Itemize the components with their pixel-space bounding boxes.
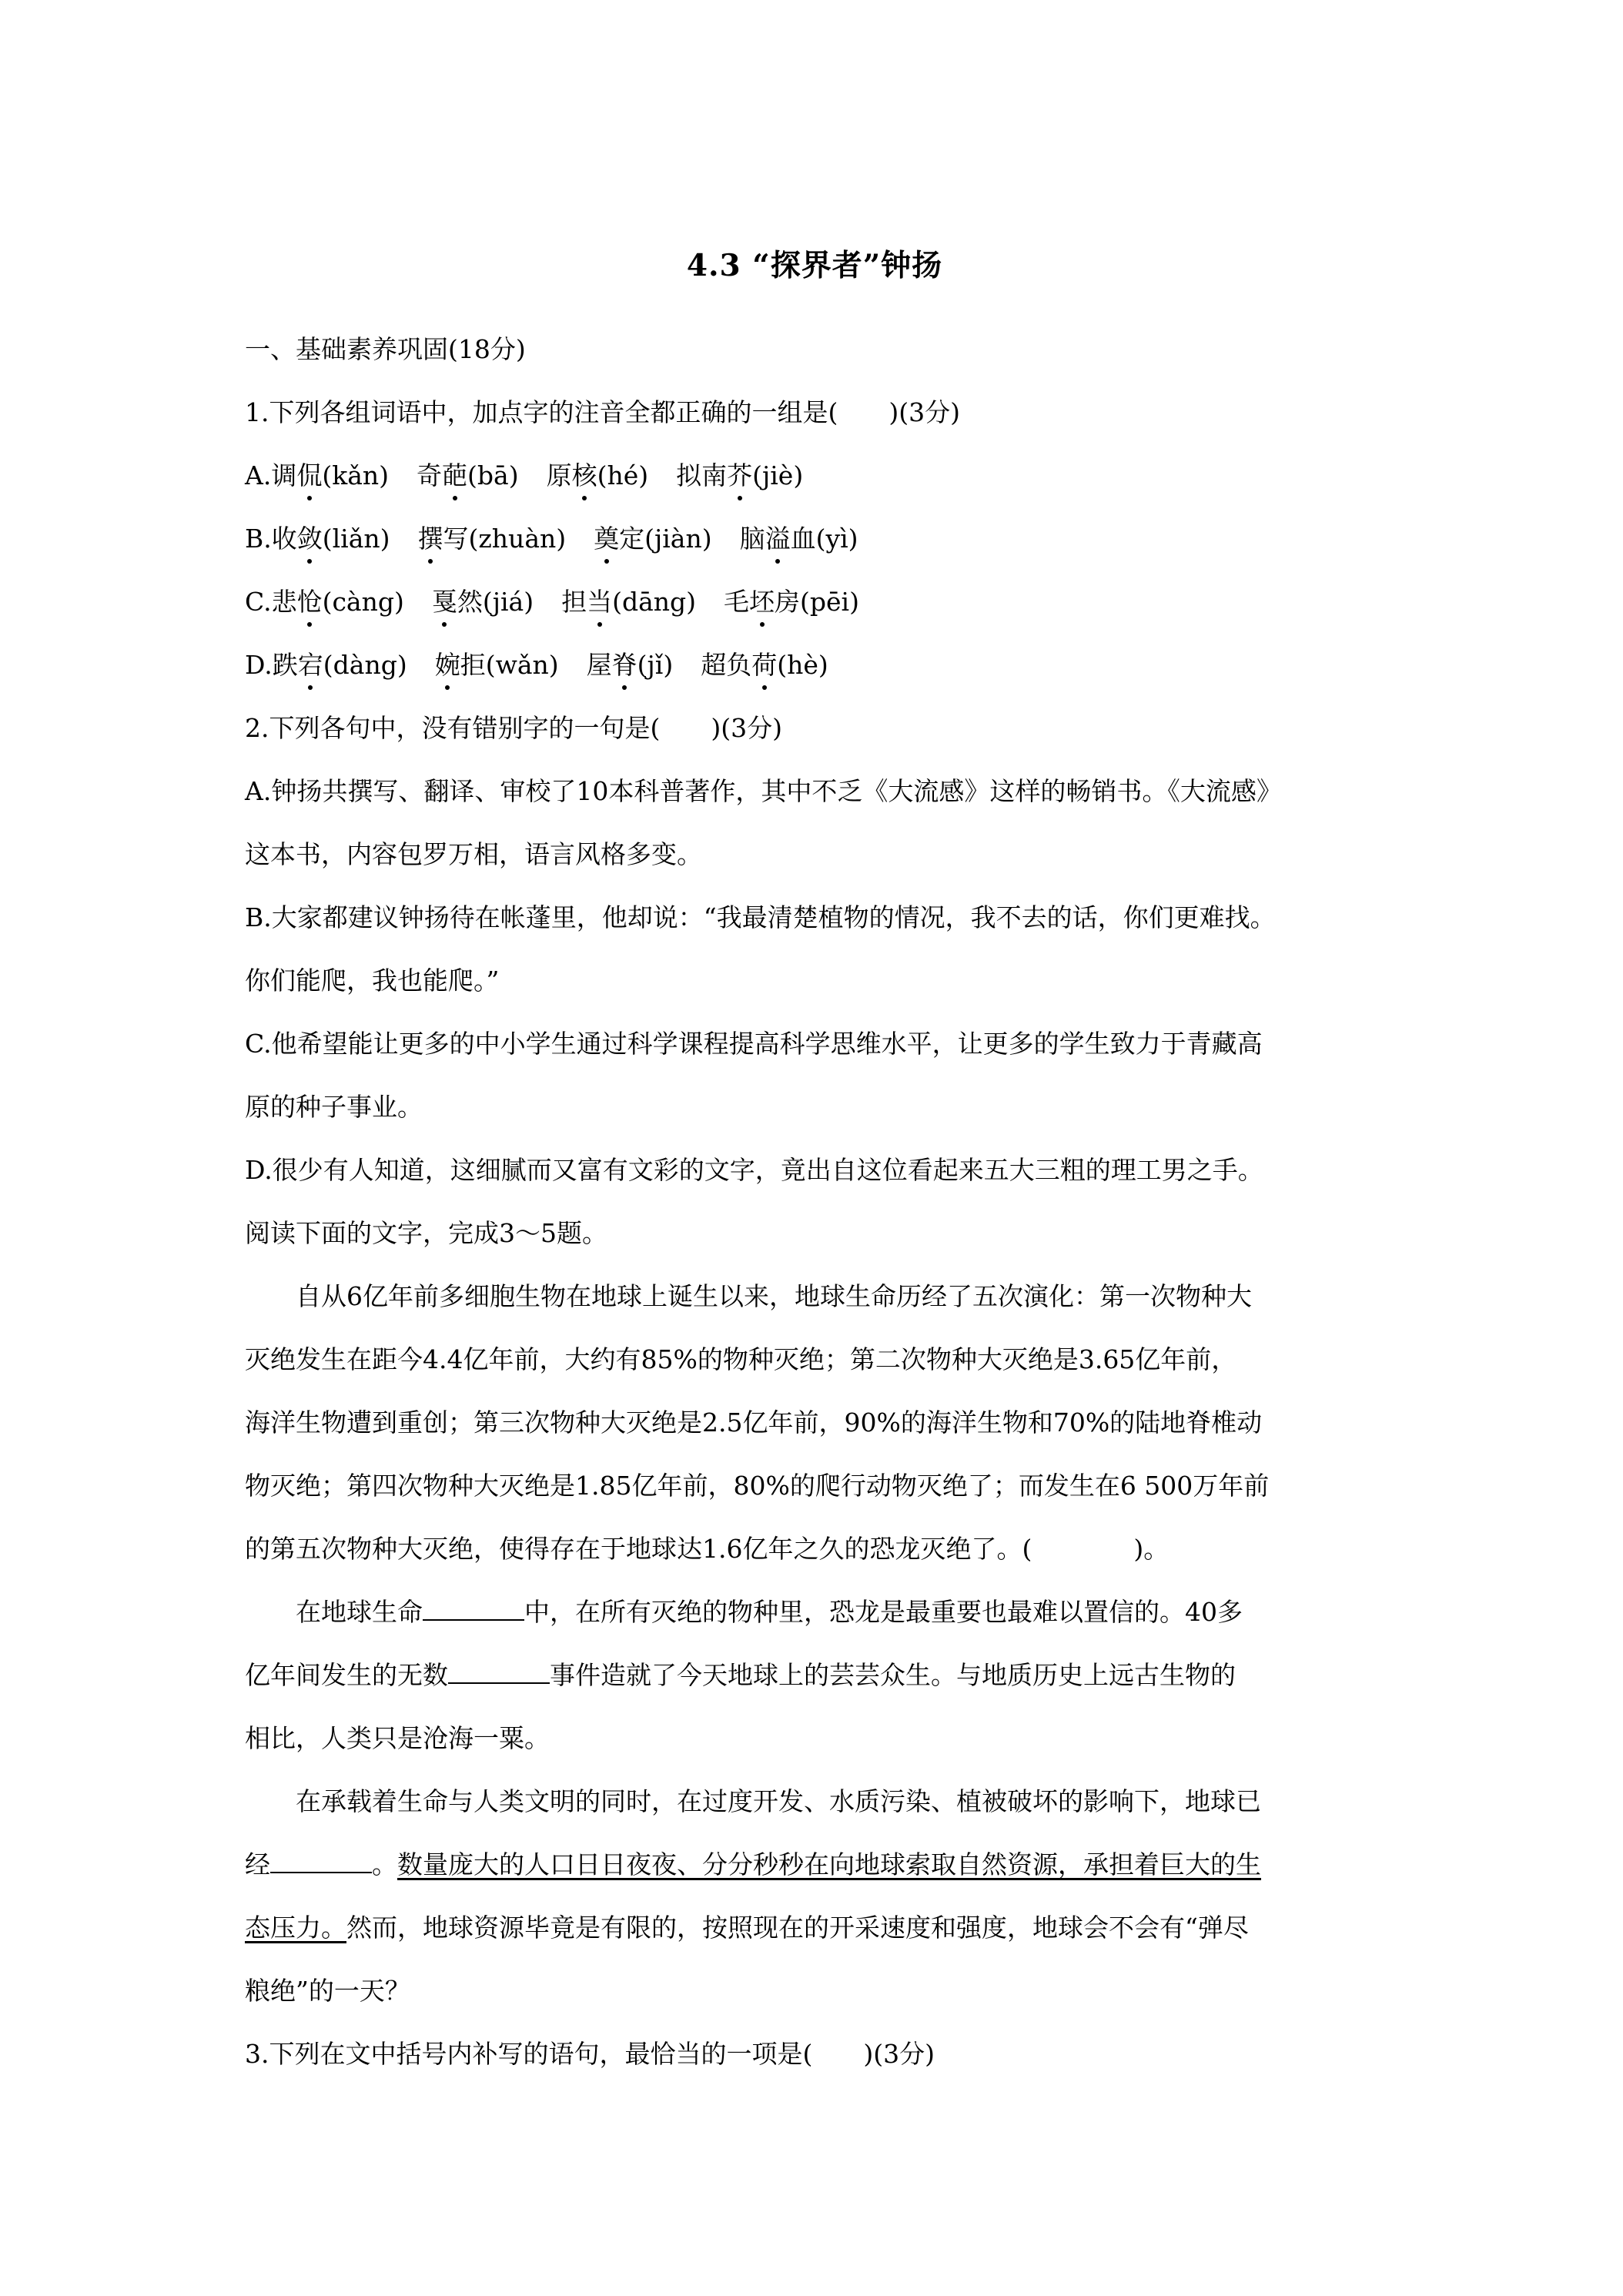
passage-paragraph-1 [245,1278,1384,1568]
question-1-option-b: B.收敛(liǎn) 撰写(zhuàn) 奠定(jiàn) 脑溢血(yì) [245,520,1384,557]
passage-line: 相比，人类只是沧海一粟。 [245,1723,550,1753]
fill-blank [448,1659,550,1684]
dotted-char: 宕 [298,647,323,684]
question-1-option-d: D.跌宕(dàng) 婉拒(wǎn) 屋脊(jǐ) 超负荷(hè) [245,647,1384,684]
passage-line: 粮绝”的一天？ [245,1976,410,2006]
question-2-option-c-line-1: C.他希望能让更多的中小学生通过科学课程提高科学思维水平，让更多的学生致力于青藏高 [245,1029,1263,1059]
dotted-char: 奠 [594,520,619,557]
dotted-char: 脊 [612,647,637,684]
question-1-stem: 1.下列各组词语中，加点字的注音全都正确的一组是( )(3分) [245,397,960,427]
dotted-char: 侃 [296,457,322,494]
question-3-stem: 3.下列在文中括号内补写的语句，最恰当的一项是( )(3分) [245,2039,935,2069]
dotted-char: 撰 [418,520,443,557]
dotted-char: 当 [587,584,612,621]
fill-blank [423,1596,524,1621]
dotted-char: 坯 [749,584,775,621]
passage-line: 的第五次物种大灭绝，使得存在于地球达1.6亿年之久的恐龙灭绝了。( )。 [245,1534,1170,1564]
question-2-option-d: D.很少有人知道，这细腻而又富有文彩的文字，竟出自这位看起来五大三粗的理工男之手。 [245,1155,1263,1185]
underlined-sentence: 态压力。 [245,1913,346,1943]
document-page [245,245,1384,2099]
dotted-char: 戛 [432,584,457,621]
underlined-sentence: 数量庞大的人口日日夜夜、分分秒秒在向地球索取自然资源，承担着巨大的生 [397,1849,1261,1879]
passage-line: 灭绝发生在距今4.4亿年前，大约有85%的物种灭绝；第二次物种大灭绝是3.65亿年前， [245,1344,1237,1374]
reading-intro: 阅读下面的文字，完成3～5题。 [245,1218,607,1248]
passage-line: 态压力。然而，地球资源毕竟是有限的，按照现在的开采速度和强度，地球会不会有“弹尽 [245,1913,1249,1943]
dotted-char: 葩 [442,457,467,494]
dotted-char: 核 [572,457,597,494]
question-1-option-c: C.悲怆(càng) 戛然(jiá) 担当(dāng) 毛坯房(pēi) [245,584,1384,621]
question-2-option-b-line-2: 你们能爬，我也能爬。” [245,966,500,996]
dotted-char: 婉 [435,647,460,684]
passage-paragraph-3 [245,1783,1384,2010]
question-2-option-b-line-1: B.大家都建议钟扬待在帐蓬里，他却说：“我最清楚植物的情况，我不去的话，你们更难找。 [245,902,1276,932]
question-2-option-c-line-2: 原的种子事业。 [245,1092,423,1122]
passage-line: 自从6亿年前多细胞生物在地球上诞生以来，地球生命历经了五次演化：第一次物种大 [296,1281,1252,1311]
dotted-char: 怆 [297,584,323,621]
page-title: 4.3 “探界者”钟扬 [686,248,943,283]
fill-blank [270,1849,372,1873]
passage-line: 在地球生命 中，在所有灭绝的物种里，恐龙是最重要也最难以置信的。40多 [296,1597,1243,1627]
section-heading: 一、基础素养巩固(18分) [245,334,526,364]
question-2-option-a-line-2: 这本书，内容包罗万相，语言风格多变。 [245,839,702,869]
passage-paragraph-2 [245,1594,1384,1757]
question-2-stem: 2.下列各句中，没有错别字的一句是( )(3分) [245,713,782,743]
dotted-char: 荷 [751,647,777,684]
passage-line: 物灭绝；第四次物种大灭绝是1.85亿年前，80%的爬行动物灭绝了；而发生在6 500万年前 [245,1471,1270,1501]
dotted-char: 溢 [765,520,791,557]
dotted-char: 芥 [727,457,752,494]
passage-line: 在承载着生命与人类文明的同时，在过度开发、水质污染、植被破坏的影响下，地球已 [296,1786,1261,1816]
dotted-char: 敛 [297,520,323,557]
passage-line: 海洋生物遭到重创；第三次物种大灭绝是2.5亿年前，90%的海洋生物和70%的陆地脊椎动 [245,1407,1263,1438]
question-2-option-a-line-1: A.钟扬共撰写、翻译、审校了10本科普著作，其中不乏《大流感》这样的畅销书。《大流感》 [245,776,1282,806]
passage-line: 经 。数量庞大的人口日日夜夜、分分秒秒在向地球索取自然资源，承担着巨大的生 [245,1849,1261,1879]
passage-line: 亿年间发生的无数 事件造就了今天地球上的芸芸众生。与地质历史上远古生物的 [245,1660,1236,1690]
question-1-option-a: A.调侃(kǎn) 奇葩(bā) 原核(hé) 拟南芥(jiè) [245,457,1384,494]
